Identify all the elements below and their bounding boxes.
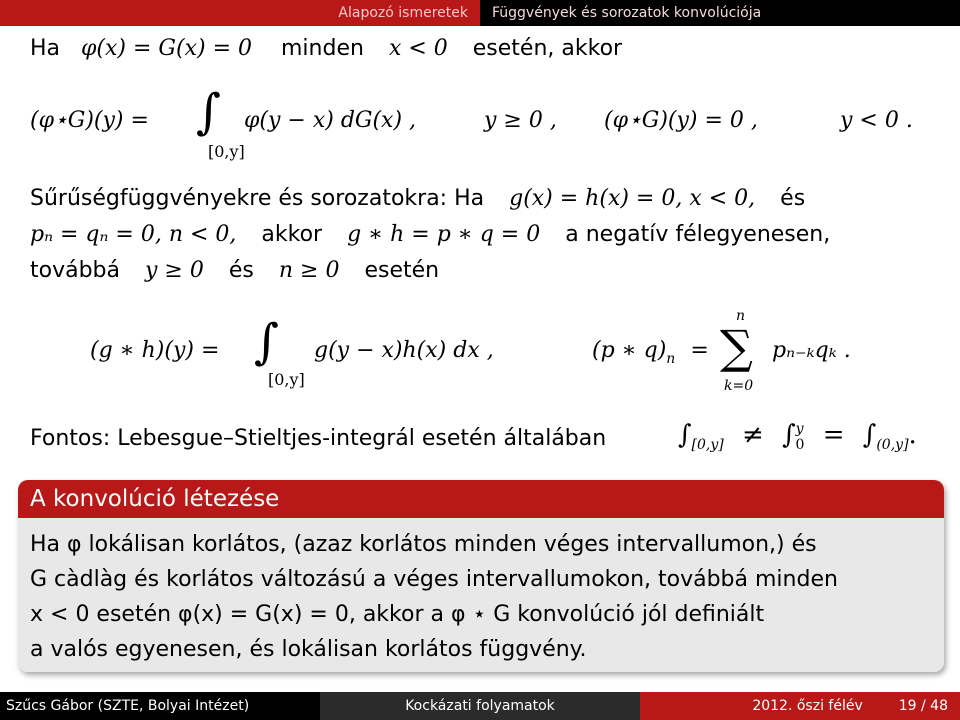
- conv-rhs2: (φ⋆G)(y) = 0 ,: [604, 108, 758, 133]
- fontos-period: .: [908, 420, 917, 450]
- conv-cond2: y < 0 .: [840, 108, 913, 133]
- footer-term: 2012. őszi félév: [752, 698, 863, 714]
- conv-domain: [0,y]: [208, 142, 245, 161]
- density-tovabba: továbbá: [30, 258, 120, 283]
- density-line-2: [30, 222, 830, 247]
- density-math-2a: pₙ = qₙ = 0, n < 0,: [30, 222, 237, 247]
- density-eseten: esetén: [364, 258, 440, 283]
- fontos-lower: 0: [795, 437, 805, 453]
- sum-term: pₙ₋ₖqₖ .: [772, 338, 851, 363]
- nav-section[interactable]: Alapozó ismeretek: [0, 0, 480, 26]
- intro-condition: x < 0: [388, 36, 448, 61]
- sum-top: n: [736, 308, 746, 324]
- gh-integral-sign: ∫: [254, 314, 280, 370]
- gh-domain: [0,y]: [268, 370, 305, 389]
- integral-sign: ∫: [196, 84, 222, 140]
- density-akkor: akkor: [261, 222, 323, 247]
- intro-math: φ(x) = G(x) = 0: [81, 36, 252, 61]
- fontos-int1: ∫: [678, 420, 692, 450]
- fontos-integrals: [678, 420, 917, 453]
- theorem-line-4: a valós egyenesen, és lokálisan korlátos függvény.: [30, 637, 587, 662]
- density-text-1: Sűrűségfüggvényekre és sorozatokra: Ha: [30, 186, 485, 211]
- density-math-3b: n ≥ 0: [278, 258, 340, 283]
- fontos-int3: ∫: [862, 420, 877, 450]
- density-line-1: [30, 186, 805, 211]
- intro-minden: minden: [281, 36, 364, 61]
- density-math-2b: g ∗ h = p ∗ q = 0: [347, 222, 541, 247]
- sum-sign: ∑: [720, 320, 753, 374]
- density-end-2: a negatív félegyenesen,: [565, 222, 831, 247]
- density-es: és: [228, 258, 254, 283]
- pq-lhs-text: (p ∗ q): [592, 338, 667, 363]
- fontos-neq: ≠: [742, 420, 764, 450]
- intro-text: Ha: [30, 36, 61, 61]
- density-math-3a: y ≥ 0: [145, 258, 204, 283]
- pq-lhs: [592, 338, 709, 367]
- fontos-sub1: [0,y]: [691, 437, 724, 453]
- footer-page: 19 / 48: [898, 698, 948, 714]
- intro-line: [30, 36, 622, 61]
- gh-lhs: (g ∗ h)(y) =: [90, 338, 220, 363]
- theorem-line-1: Ha φ lokálisan korlátos, (azaz korlátos minden véges intervallumon,) és: [30, 532, 817, 557]
- theorem-line-2: G càdlàg és korlátos változású a véges intervallumokon, továbbá minden: [30, 567, 838, 592]
- theorem-block: [18, 480, 944, 672]
- theorem-body: [18, 518, 944, 672]
- gh-integrand: g(y − x)h(x) dx ,: [314, 338, 494, 363]
- conv-lhs: (φ⋆G)(y) =: [30, 108, 149, 133]
- fontos-sub2: (0,y]: [876, 437, 909, 453]
- conv-integrand: φ(y − x) dG(x) ,: [244, 108, 417, 133]
- nav-subsection[interactable]: Függvények és sorozatok konvolúciója: [480, 0, 960, 26]
- intro-end: esetén, akkor: [472, 36, 623, 61]
- fontos-int2: ∫: [782, 420, 796, 450]
- top-navigation-bar: [0, 0, 960, 26]
- density-math-1: g(x) = h(x) = 0, x < 0,: [509, 186, 756, 211]
- fontos-text: Fontos: Lebesgue–Stieltjes-integrál esetén általában: [30, 426, 607, 451]
- fontos-upper: y: [795, 421, 804, 437]
- footer-title: Kockázati folyamatok: [320, 692, 640, 720]
- theorem-line-3: x < 0 esetén φ(x) = G(x) = 0, akkor a φ ⋆ G konvolúció jól definiált: [30, 602, 765, 627]
- sum-bottom: k=0: [724, 378, 754, 394]
- fontos-line: [30, 426, 606, 451]
- conv-cond1: y ≥ 0 ,: [484, 108, 557, 133]
- footer-author: Szűcs Gábor (SZTE, Bolyai Intézet): [0, 692, 320, 720]
- footer-bar: [0, 692, 960, 720]
- density-line-3: [30, 258, 439, 283]
- footer-right: [640, 692, 960, 720]
- theorem-title: A konvolúció létezése: [18, 480, 944, 518]
- fontos-eq: =: [822, 420, 845, 450]
- density-end-1: és: [780, 186, 806, 211]
- pq-subscript: n: [666, 351, 676, 367]
- pq-equals: =: [690, 338, 709, 363]
